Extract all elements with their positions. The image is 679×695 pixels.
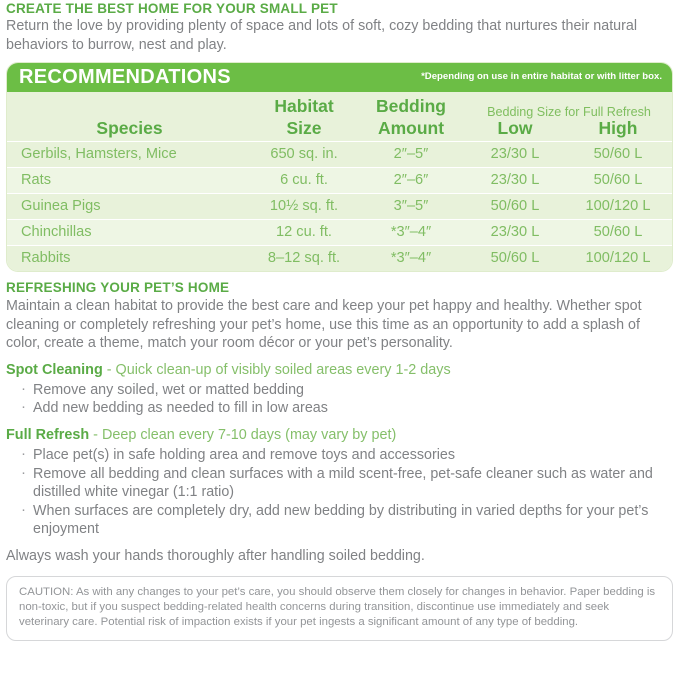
cell-species: Chinchillas <box>7 220 252 246</box>
cell-species: Rats <box>7 168 252 194</box>
list-item: · Remove any soiled, wet or matted bedding <box>6 381 673 400</box>
column-header-habitat-size <box>252 92 356 142</box>
cell-refresh-high: 100/120 L <box>564 246 672 272</box>
cell-refresh-high: 50/60 L <box>564 168 672 194</box>
column-header-high: High <box>598 118 638 138</box>
table-row <box>7 194 672 220</box>
cell-refresh-low: 50/60 L <box>466 194 564 220</box>
table-header-row <box>7 92 672 142</box>
full-refresh-heading <box>6 426 673 445</box>
recommendations-footnote: *Depending on use in entire habitat or with litter box. <box>421 71 662 82</box>
table-row <box>7 142 672 168</box>
recommendations-table <box>7 92 672 271</box>
intro-section <box>6 1 673 54</box>
cell-refresh-high: 50/60 L <box>564 220 672 246</box>
cell-bedding-amount: 2″–5″ <box>356 142 466 168</box>
cell-refresh-high: 50/60 L <box>564 142 672 168</box>
cell-refresh-low: 23/30 L <box>466 220 564 246</box>
recommendations-card <box>6 62 673 272</box>
list-item: · Remove all bedding and clean surfaces with a mild scent-free, pet-safe cleaner such as water and distilled white vinegar (1:1 ratio) <box>6 465 673 502</box>
table-row <box>7 220 672 246</box>
cell-bedding-amount: *3″–4″ <box>356 220 466 246</box>
cell-refresh-low: 23/30 L <box>466 168 564 194</box>
table-row <box>7 246 672 272</box>
cell-refresh-low: 50/60 L <box>466 246 564 272</box>
column-header-habitat-line1: Habitat <box>274 96 334 116</box>
column-header-bedding-line2: Amount <box>377 118 445 138</box>
column-header-species <box>7 92 252 142</box>
column-header-habitat-line2: Size <box>286 118 322 138</box>
table-row <box>7 168 672 194</box>
cell-bedding-amount: 3″–5″ <box>356 194 466 220</box>
column-header-bedding-amount <box>356 92 466 142</box>
list-item: · Place pet(s) in safe holding area and remove toys and accessories <box>6 446 673 465</box>
list-item: · Add new bedding as needed to fill in low areas <box>6 399 673 418</box>
page-title: CREATE THE BEST HOME FOR YOUR SMALL PET <box>6 1 338 16</box>
cell-habitat-size: 6 cu. ft. <box>252 168 356 194</box>
cell-habitat-size: 12 cu. ft. <box>252 220 356 246</box>
recommendations-title: RECOMMENDATIONS <box>19 66 231 88</box>
column-header-species-label: Species <box>96 118 163 138</box>
pet-bedding-care-sheet <box>0 1 679 695</box>
column-header-group-full-refresh <box>466 92 672 142</box>
cell-bedding-amount: 2″–6″ <box>356 168 466 194</box>
column-header-bedding-line1: Bedding <box>376 96 446 116</box>
refreshing-paragraph: Maintain a clean habitat to provide the best care and keep your pet happy and healthy. Whether spot cleaning or completely refreshing your pet’s home, use this time as an opportunity to add a splash of color, create a theme, match your room décor or your pet’s personality. <box>6 298 642 352</box>
caution-box <box>6 576 673 641</box>
spot-cleaning-list <box>6 381 673 418</box>
caution-text: CAUTION: As with any changes to your pet’s care, you should observe them closely for changes in behavior. Paper bedding is non-toxic, but if you suspect bedding-related health concerns during transition, discontinue use immediately and seek veterinary care. Potential risk of impaction exists if your pet ingests a significant amount of any type of bedding. <box>19 585 656 629</box>
cell-refresh-high: 100/120 L <box>564 194 672 220</box>
recommendations-header-band <box>7 63 672 92</box>
cell-habitat-size: 10½ sq. ft. <box>252 194 356 220</box>
full-refresh-list <box>6 446 673 539</box>
column-group-label: Bedding Size for Full Refresh <box>487 105 651 119</box>
spot-cleaning-label: Spot Cleaning <box>6 361 103 378</box>
cell-habitat-size: 8–12 sq. ft. <box>252 246 356 272</box>
full-refresh-desc: - Deep clean every 7-10 days (may vary by pet) <box>89 426 397 443</box>
cell-refresh-low: 23/30 L <box>466 142 564 168</box>
refreshing-title: REFRESHING YOUR PET’S HOME <box>6 280 230 295</box>
spot-cleaning-desc: - Quick clean-up of visibly soiled areas every 1-2 days <box>102 361 451 378</box>
spot-cleaning-heading <box>6 361 673 380</box>
spot-cleaning-section <box>6 361 673 418</box>
intro-paragraph: Return the love by providing plenty of space and lots of soft, cozy bedding that nurtures their natural behaviors to burrow, nest and play. <box>6 18 638 53</box>
full-refresh-section <box>6 426 673 539</box>
list-item: · When surfaces are completely dry, add new bedding by distributing in varied depths for your pet’s enjoyment <box>6 502 673 539</box>
cell-habitat-size: 650 sq. in. <box>252 142 356 168</box>
cell-species: Guinea Pigs <box>7 194 252 220</box>
cell-species: Gerbils, Hamsters, Mice <box>7 142 252 168</box>
cell-species: Rabbits <box>7 246 252 272</box>
closing-note: Always wash your hands thoroughly after handling soiled bedding. <box>6 547 425 564</box>
full-refresh-label: Full Refresh <box>6 426 90 443</box>
refreshing-section <box>6 280 673 353</box>
column-header-low: Low <box>497 118 533 138</box>
cell-bedding-amount: *3″–4″ <box>356 246 466 272</box>
